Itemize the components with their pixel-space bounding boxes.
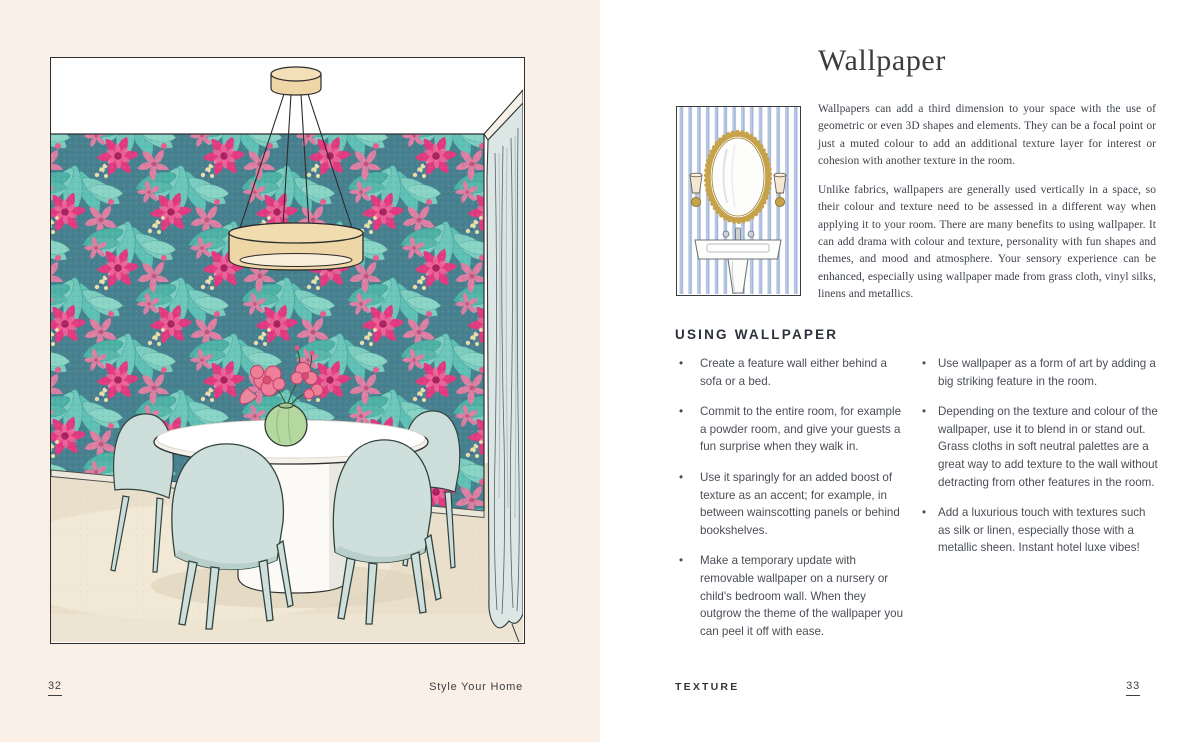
page-number-left: 32	[48, 680, 62, 696]
bullet-item: • Add a luxurious touch with textures such as silk or linen, especially those with a metallic sheen. Instant hotel luxe vibes!	[922, 504, 1160, 557]
running-footer-book-title: Style Your Home	[429, 681, 523, 693]
intro-paragraph: Wallpapers can add a third dimension to your space with the use of geometric or even 3D shapes and elements. They can be a focal point or just a muted colour to add an additional texture layer for interest or cohesion with another texture in the room.	[818, 103, 1156, 167]
dining-room-illustration	[50, 57, 525, 644]
bathroom-illustration	[676, 106, 801, 296]
intro-text	[818, 101, 1156, 315]
oval-mirror	[705, 131, 771, 223]
bullet-column-left	[679, 355, 903, 653]
bullet-item: • Depending on the texture and colour of the wallpaper, use it to blend in or stand out. Grass cloths in soft neutral palettes are a great way to add texture to the wall without detracting from other features in the room.	[922, 403, 1160, 491]
bullet-item: • Use it sparingly for an added boost of texture as an accent; for example, in between wainscotting panels or behind bookshelves.	[679, 469, 903, 539]
bathroom-illustration-svg	[677, 107, 799, 294]
bullet-column-right	[922, 355, 1160, 570]
intro-paragraph: Unlike fabrics, wallpapers are generally used vertically in a space, so their colour and texture need to be assessed in a different way when applying it to your room. There are many benefits to using wallpaper. It can add drama with colour and texture, personality with fun shapes and themes, and mood and atmosphere. Your sensory experience can be enhanced, especially using wallpaper made from grass cloth, vinyl silks, linens and metallics.	[818, 184, 1156, 300]
bullet-item: • Use wallpaper as a form of art by adding a big striking feature in the room.	[922, 355, 1160, 390]
bullet-item: • Create a feature wall either behind a sofa or a bed.	[679, 355, 903, 390]
page-number-right	[600, 680, 1140, 692]
curtain	[484, 90, 523, 642]
bullet-item: • Make a temporary update with removable wallpaper on a nursery or child's bedroom wall. When they outgrow the theme of the wallpaper you can peel it off with ease.	[679, 552, 903, 640]
page-number-text: 33	[1126, 680, 1140, 696]
section-heading: USING WALLPAPER	[675, 327, 839, 342]
page-title: Wallpaper	[818, 44, 946, 77]
chapter-footer: TEXTURE	[675, 681, 740, 693]
bullet-item: • Commit to the entire room, for example a powder room, and give your guests a fun surprise when they walk in.	[679, 403, 903, 456]
right-page	[600, 0, 1200, 742]
dining-room-illustration-svg	[51, 58, 523, 642]
